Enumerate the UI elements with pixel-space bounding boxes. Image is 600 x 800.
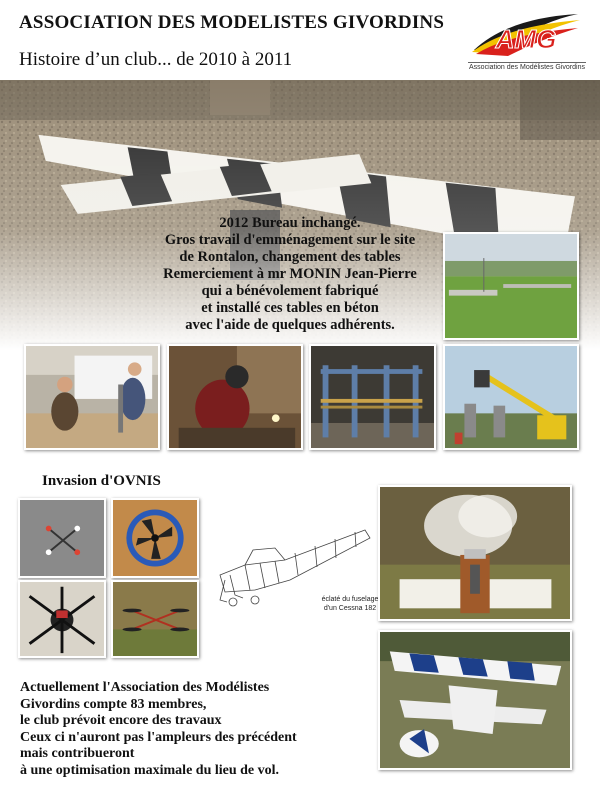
- bureau-line: avec l'aide de quelques adhérents.: [185, 317, 395, 333]
- welding-photo: [167, 344, 303, 450]
- workers-van-photo: [24, 344, 160, 450]
- amg-logo-mark: [468, 8, 586, 62]
- cessna-caption: [320, 595, 380, 613]
- footer-line: Ceux ci n'auront pas l'ampleurs des précédent: [20, 729, 297, 745]
- logo-caption: Association des Modélistes Givordins: [469, 64, 585, 71]
- bureau-line: Remerciement à mr MONIN Jean-Pierre: [163, 266, 417, 282]
- page-subtitle: Histoire d’un club... de 2010 à 2011: [19, 49, 293, 70]
- footer-line: le club prévoit encore des travaux: [20, 713, 222, 728]
- bureau-line: 2012 Bureau inchangé.: [219, 215, 361, 231]
- footer-line: Actuellement l'Association des Modélistes: [20, 680, 270, 695]
- cessna-caption-line: éclaté du fuselage: [321, 596, 379, 603]
- footer-line: mais contribueront: [20, 746, 135, 761]
- ducted-fan-photo: [111, 498, 199, 578]
- engine-smoke-photo: [378, 485, 572, 621]
- amg-logo: [468, 8, 586, 74]
- ovnis-heading: Invasion d'OVNIS: [42, 473, 161, 489]
- octocopter-photo: [18, 580, 106, 658]
- cessna-caption-line: d'un Cessna 182: [323, 605, 377, 612]
- bureau-line: Gros travail d'emménagement sur le site: [164, 232, 416, 248]
- bureau-paragraph: [140, 215, 440, 334]
- bureau-line: de Rontalon, changement des tables: [179, 249, 401, 265]
- page-title: ASSOCIATION DES MODELISTES GIVORDINS: [19, 12, 445, 33]
- footer-paragraph: [20, 680, 390, 779]
- bureau-line: qui a bénévolement fabriqué: [201, 283, 379, 299]
- crane-photo: [443, 344, 579, 450]
- steel-frame-photo: [309, 344, 436, 450]
- field-tables-photo: [443, 232, 579, 340]
- footer-line: à une optimisation maximale du lieu de vol.: [20, 762, 280, 778]
- cessna-fuselage-drawing: [215, 520, 375, 630]
- quadcopter-overhead-photo: [18, 498, 106, 578]
- footer-line: Givordins compte 83 membres,: [20, 696, 207, 712]
- multicopter-grass-photo: [111, 580, 199, 658]
- bureau-line: et installé ces tables en béton: [201, 300, 379, 316]
- logo-mark-text: AMG: [495, 24, 557, 54]
- biplane-photo: [378, 630, 572, 770]
